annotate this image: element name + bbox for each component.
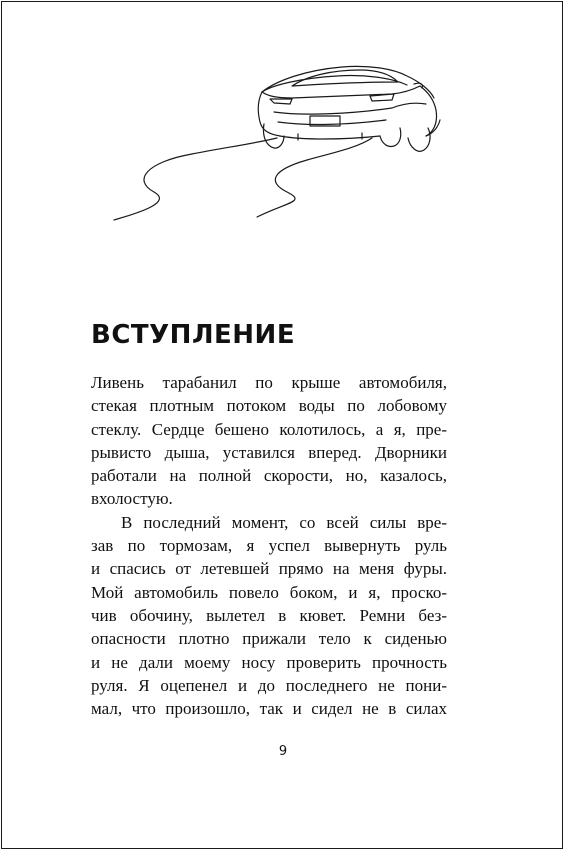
book-page	[1, 1, 563, 849]
text-line: Ливень тарабанил по крыше автомобиля,	[91, 373, 447, 392]
text-line: Мой автомобиль повело боком, и я, проско-	[91, 582, 447, 602]
text-line: и не дали моему носу проверить прочность	[91, 652, 447, 672]
text-line: В последний момент, со всей силы вре-	[121, 512, 447, 532]
text-line: стеклу. Сердце бешено колотилось, а я, пре-	[91, 419, 447, 439]
text-line: мал, что произошло, так и сидел не в силах	[91, 699, 447, 719]
body-text	[91, 371, 447, 720]
text-line: опасности плотно прижали тело к сиденью	[91, 629, 447, 649]
sports-car-on-winding-road-icon	[102, 52, 462, 242]
text-line: стекая плотным потоком воды по лобовому	[91, 396, 447, 416]
page-number: 9	[278, 744, 288, 759]
text-line: и спасись от летевшей прямо на меня фуры.	[91, 559, 447, 579]
chapter-title: ВСТУПЛЕНИЕ	[91, 320, 296, 350]
text-line: работали на полной скорости, но, казалось,	[91, 466, 447, 486]
text-line: вхолостую.	[91, 489, 173, 509]
text-line: зав по тормозам, я успел вывернуть руль	[91, 536, 447, 556]
text-line: чив обочину, вылетел в кювет. Ремни без-	[91, 605, 447, 625]
text-line: рывисто дыша, уставился вперед. Дворники	[91, 442, 447, 462]
text-line: руля. Я оцепенел и до последнего не пони-	[91, 675, 447, 695]
